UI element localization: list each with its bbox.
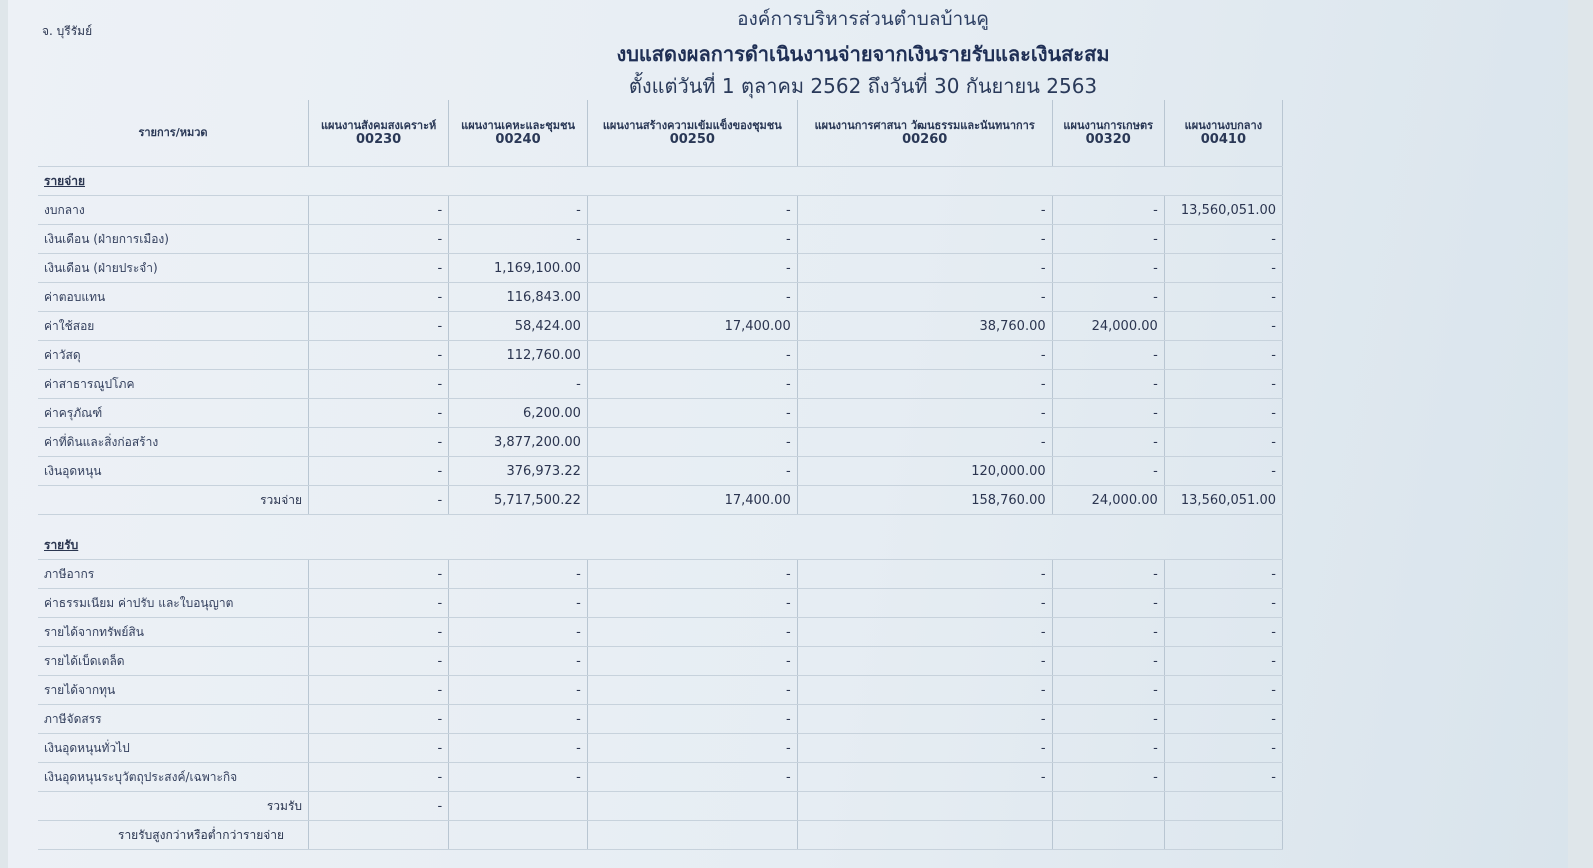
column-header-row xyxy=(38,100,1283,167)
value-cell: - xyxy=(1164,370,1282,399)
value-cell: - xyxy=(309,341,449,370)
row-label: เงินอุดหนุนระบุวัตถุประสงค์/เฉพาะกิจ xyxy=(38,763,309,792)
value-cell: - xyxy=(797,399,1052,428)
row-label: งบกลาง xyxy=(38,196,309,225)
total-label: รวมรับ xyxy=(38,792,309,821)
value-cell: - xyxy=(797,341,1052,370)
value-cell: - xyxy=(797,428,1052,457)
value-cell: - xyxy=(1164,341,1282,370)
value-cell: 38,760.00 xyxy=(797,312,1052,341)
value-cell: - xyxy=(1052,618,1164,647)
table-row xyxy=(38,225,1283,254)
value-cell: - xyxy=(309,457,449,486)
table-cell xyxy=(449,821,588,850)
row-label: ค่าสาธารณูปโภค xyxy=(38,370,309,399)
value-cell: - xyxy=(1164,560,1282,589)
value-cell: - xyxy=(309,196,449,225)
value-cell: - xyxy=(587,399,797,428)
value-cell: - xyxy=(1164,225,1282,254)
value-cell: - xyxy=(1052,763,1164,792)
table-row xyxy=(38,341,1283,370)
section-heading-income: รายรับ xyxy=(38,531,1283,560)
value-cell: - xyxy=(797,225,1052,254)
value-cell: - xyxy=(797,647,1052,676)
value-cell: - xyxy=(449,370,588,399)
total-value-cell xyxy=(797,792,1052,821)
organization-name: องค์การบริหารส่วนตำบลบ้านคู xyxy=(737,8,989,30)
document-page xyxy=(8,0,1568,868)
value-cell: 376,973.22 xyxy=(449,457,588,486)
row-label: ค่าธรรมเนียม ค่าปรับ และใบอนุญาต xyxy=(38,589,309,618)
value-cell: 112,760.00 xyxy=(449,341,588,370)
value-cell: - xyxy=(587,254,797,283)
value-cell: - xyxy=(1164,589,1282,618)
value-cell: - xyxy=(797,560,1052,589)
table-row xyxy=(38,399,1283,428)
report-title: งบแสดงผลการดำเนินงานจ่ายจากเงินรายรับและเงินสะสม xyxy=(616,42,1110,66)
value-cell: - xyxy=(1164,618,1282,647)
value-cell: - xyxy=(587,734,797,763)
value-cell: - xyxy=(1164,312,1282,341)
table-row xyxy=(38,370,1283,399)
value-cell: - xyxy=(797,705,1052,734)
value-cell: - xyxy=(449,705,588,734)
value-cell: - xyxy=(309,560,449,589)
value-cell: - xyxy=(309,589,449,618)
value-cell: 24,000.00 xyxy=(1052,312,1164,341)
total-row xyxy=(38,792,1283,821)
value-cell: - xyxy=(797,734,1052,763)
report-period: ตั้งแต่วันที่ 1 ตุลาคม 2562 ถึงวันที่ 30 กันยายน 2563 xyxy=(628,74,1098,98)
section-heading-expenses: รายจ่าย xyxy=(38,167,1283,196)
value-cell: - xyxy=(587,196,797,225)
table-row xyxy=(38,428,1283,457)
value-cell: - xyxy=(309,676,449,705)
value-cell: - xyxy=(587,647,797,676)
column-header-plan: แผนงานการศาสนา วัฒนธรรมและนันทนาการ 00260 xyxy=(797,100,1052,167)
total-value-cell: - xyxy=(309,486,449,515)
value-cell: - xyxy=(1164,705,1282,734)
total-value-cell: 158,760.00 xyxy=(797,486,1052,515)
table-row xyxy=(38,676,1283,705)
table-row xyxy=(38,254,1283,283)
value-cell: - xyxy=(309,618,449,647)
table-cell xyxy=(1164,821,1282,850)
value-cell: - xyxy=(1052,225,1164,254)
value-cell: - xyxy=(309,283,449,312)
value-cell: - xyxy=(1052,589,1164,618)
value-cell: - xyxy=(587,676,797,705)
value-cell: 1,169,100.00 xyxy=(449,254,588,283)
value-cell: - xyxy=(309,705,449,734)
total-value-cell: 13,560,051.00 xyxy=(1164,486,1282,515)
value-cell: - xyxy=(1164,647,1282,676)
column-header-plan: แผนงานสร้างความเข้มแข็งของชุมชน 00250 xyxy=(587,100,797,167)
value-cell: - xyxy=(449,647,588,676)
table-row xyxy=(38,734,1283,763)
value-cell: - xyxy=(1052,399,1164,428)
total-value-cell xyxy=(449,792,588,821)
row-label: เงินอุดหนุน xyxy=(38,457,309,486)
value-cell: - xyxy=(309,312,449,341)
column-header-item: รายการ/หมวด xyxy=(38,100,309,167)
value-cell: - xyxy=(1164,676,1282,705)
table-cell xyxy=(1052,821,1164,850)
table-row xyxy=(38,560,1283,589)
value-cell: - xyxy=(587,618,797,647)
total-row xyxy=(38,486,1283,515)
total-value-cell xyxy=(1164,792,1282,821)
value-cell: 3,877,200.00 xyxy=(449,428,588,457)
value-cell: - xyxy=(587,341,797,370)
value-cell: - xyxy=(1052,254,1164,283)
value-cell: - xyxy=(1164,763,1282,792)
expense-section xyxy=(38,167,1283,515)
value-cell: - xyxy=(797,618,1052,647)
report-table xyxy=(38,100,1283,850)
value-cell: - xyxy=(449,618,588,647)
value-cell: - xyxy=(309,370,449,399)
table-cell xyxy=(587,821,797,850)
value-cell: 120,000.00 xyxy=(797,457,1052,486)
value-cell: - xyxy=(1164,283,1282,312)
value-cell: 58,424.00 xyxy=(449,312,588,341)
value-cell: - xyxy=(1052,428,1164,457)
column-header-plan: แผนงานสังคมสงเคราะห์ 00230 xyxy=(309,100,449,167)
row-label: ค่าใช้สอย xyxy=(38,312,309,341)
value-cell: - xyxy=(449,734,588,763)
value-cell: - xyxy=(587,560,797,589)
total-value-cell: 24,000.00 xyxy=(1052,486,1164,515)
row-label: เงินอุดหนุนทั่วไป xyxy=(38,734,309,763)
table-row xyxy=(38,647,1283,676)
value-cell: - xyxy=(587,283,797,312)
value-cell: 116,843.00 xyxy=(449,283,588,312)
row-label: รายได้เบ็ดเตล็ด xyxy=(38,647,309,676)
value-cell: - xyxy=(1164,734,1282,763)
table-cell xyxy=(309,821,449,850)
value-cell: - xyxy=(449,589,588,618)
value-cell: - xyxy=(1052,283,1164,312)
value-cell: 17,400.00 xyxy=(587,312,797,341)
value-cell: - xyxy=(1052,647,1164,676)
value-cell: - xyxy=(309,428,449,457)
value-cell: - xyxy=(309,763,449,792)
column-header-plan: แผนงานเคหะและชุมชน 00240 xyxy=(449,100,588,167)
value-cell: - xyxy=(1052,705,1164,734)
footer-row xyxy=(38,821,1283,850)
value-cell: 6,200.00 xyxy=(449,399,588,428)
row-label: รายได้จากทุน xyxy=(38,676,309,705)
value-cell: - xyxy=(797,676,1052,705)
column-header-plan: แผนงานงบกลาง 00410 xyxy=(1164,100,1282,167)
value-cell: - xyxy=(797,763,1052,792)
value-cell: - xyxy=(1164,399,1282,428)
value-cell: - xyxy=(309,399,449,428)
value-cell: - xyxy=(309,225,449,254)
value-cell: - xyxy=(1052,734,1164,763)
total-value-cell: 5,717,500.22 xyxy=(449,486,588,515)
table-row xyxy=(38,705,1283,734)
value-cell: - xyxy=(587,705,797,734)
row-label: เงินเดือน (ฝ่ายประจำ) xyxy=(38,254,309,283)
row-label: ค่าวัสดุ xyxy=(38,341,309,370)
table-row xyxy=(38,312,1283,341)
value-cell: - xyxy=(1164,428,1282,457)
row-label: ค่าตอบแทน xyxy=(38,283,309,312)
value-cell: - xyxy=(1052,560,1164,589)
value-cell: - xyxy=(587,763,797,792)
value-cell: 13,560,051.00 xyxy=(1164,196,1282,225)
income-section xyxy=(38,515,1283,821)
total-label: รวมจ่าย xyxy=(38,486,309,515)
value-cell: - xyxy=(1164,457,1282,486)
total-value-cell xyxy=(587,792,797,821)
value-cell: - xyxy=(449,763,588,792)
total-value-cell xyxy=(1052,792,1164,821)
table-row xyxy=(38,763,1283,792)
total-value-cell: - xyxy=(309,792,449,821)
value-cell: - xyxy=(1052,370,1164,399)
value-cell: - xyxy=(587,428,797,457)
section-gap xyxy=(38,515,1283,532)
value-cell: - xyxy=(797,254,1052,283)
value-cell: - xyxy=(797,283,1052,312)
table-row xyxy=(38,283,1283,312)
table-cell xyxy=(797,821,1052,850)
value-cell: - xyxy=(587,589,797,618)
value-cell: - xyxy=(449,196,588,225)
table-row xyxy=(38,196,1283,225)
row-label: รายได้จากทรัพย์สิน xyxy=(38,618,309,647)
footer-label: รายรับสูงกว่าหรือต่ำกว่ารายจ่าย xyxy=(38,821,309,850)
table-row xyxy=(38,457,1283,486)
row-label: ค่าที่ดินและสิ่งก่อสร้าง xyxy=(38,428,309,457)
row-label: เงินเดือน (ฝ่ายการเมือง) xyxy=(38,225,309,254)
value-cell: - xyxy=(1052,341,1164,370)
value-cell: - xyxy=(1164,254,1282,283)
row-label: ภาษีจัดสรร xyxy=(38,705,309,734)
value-cell: - xyxy=(1052,196,1164,225)
value-cell: - xyxy=(309,254,449,283)
value-cell: - xyxy=(797,370,1052,399)
province-label: จ. บุรีรัมย์ xyxy=(42,24,93,38)
row-label: ค่าครุภัณฑ์ xyxy=(38,399,309,428)
table-row xyxy=(38,589,1283,618)
value-cell: - xyxy=(449,225,588,254)
value-cell: - xyxy=(449,560,588,589)
value-cell: - xyxy=(1052,676,1164,705)
row-label: ภาษีอากร xyxy=(38,560,309,589)
value-cell: - xyxy=(449,676,588,705)
value-cell: - xyxy=(797,589,1052,618)
value-cell: - xyxy=(309,734,449,763)
value-cell: - xyxy=(309,647,449,676)
value-cell: - xyxy=(797,196,1052,225)
value-cell: - xyxy=(587,370,797,399)
table-row xyxy=(38,618,1283,647)
column-header-plan: แผนงานการเกษตร 00320 xyxy=(1052,100,1164,167)
value-cell: - xyxy=(587,457,797,486)
value-cell: - xyxy=(587,225,797,254)
value-cell: - xyxy=(1052,457,1164,486)
total-value-cell: 17,400.00 xyxy=(587,486,797,515)
